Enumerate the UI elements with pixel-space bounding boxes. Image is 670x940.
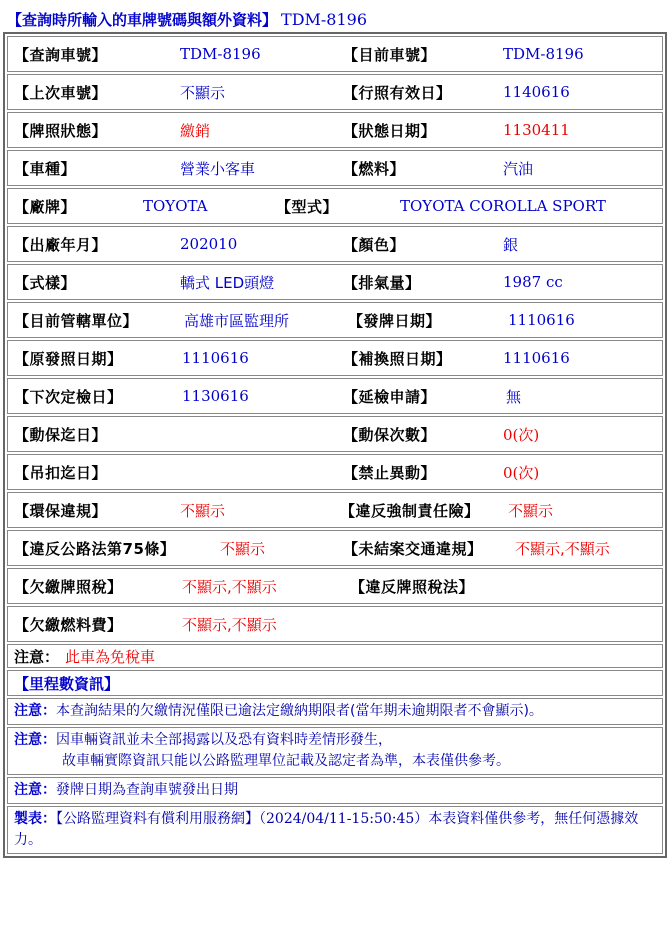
- label-query-plate: 【查詢車號】: [14, 45, 108, 64]
- notice-issue-date: [7, 777, 663, 804]
- label-original-license-date: 【原發照日期】: [14, 349, 123, 368]
- table-row: [7, 340, 663, 376]
- value-inspection-extension: 無: [506, 387, 522, 406]
- value-model: TOYOTA COROLLA SPORT: [400, 197, 606, 215]
- notice-unpaid: [7, 698, 663, 725]
- notice-key: 注意：: [14, 703, 56, 719]
- label-issue-date: 【發牌日期】: [348, 311, 442, 330]
- label-env-violation: 【環保違規】: [14, 501, 108, 520]
- table-row: [7, 150, 663, 186]
- table-row: [7, 74, 663, 110]
- report-footer: [7, 806, 663, 854]
- label-color: 【顏色】: [343, 235, 406, 254]
- value-unpaid-license-tax: 不顯示,不顯示: [182, 577, 277, 596]
- table-row: [7, 226, 663, 262]
- label-plate-status: 【牌照狀態】: [14, 121, 108, 140]
- value-color: 銀: [503, 235, 519, 254]
- tax-exempt-key: 注意：: [14, 647, 60, 666]
- value-transfer-ban: 0(次): [503, 463, 540, 482]
- value-lien-count: 0(次): [503, 425, 540, 444]
- label-fuel: 【燃料】: [343, 159, 406, 178]
- table-row: [7, 454, 663, 490]
- mileage-section-title: 【里程數資訊】: [7, 670, 663, 696]
- label-unpaid-license-tax: 【欠繳牌照稅】: [14, 577, 123, 596]
- table-row: [7, 492, 663, 528]
- value-license-valid: 1140616: [503, 83, 570, 101]
- value-manufacture-date: 202010: [180, 235, 238, 253]
- value-brand: TOYOTA: [143, 197, 208, 215]
- footer-disclaimer: 本表資料僅供參考，無任何憑據效力。: [14, 811, 639, 848]
- label-lien-count: 【動保次數】: [343, 425, 437, 444]
- label-next-inspection: 【下次定檢日】: [14, 387, 123, 406]
- label-vehicle-type: 【車種】: [14, 159, 77, 178]
- label-body-style: 【式樣】: [14, 273, 77, 292]
- notice-disclosure: [7, 727, 663, 775]
- header-title: 【查詢時所輸入的車牌號碼與額外資料】: [7, 10, 278, 29]
- label-model: 【型式】: [276, 197, 339, 216]
- value-original-license-date: 1110616: [182, 349, 249, 367]
- notice-key: 注意：: [14, 782, 56, 798]
- label-lien-end-date: 【動保迄日】: [14, 425, 108, 444]
- table-row: [7, 416, 663, 452]
- label-license-valid: 【行照有效日】: [343, 83, 452, 102]
- value-jurisdiction: 高雄市區監理所: [184, 311, 290, 330]
- notice-key: 注意：: [14, 732, 56, 748]
- notice-text: 本查詢結果的欠繳情況僅限已逾法定繳納期限者(當年期未逾期限者不會顯示)。: [56, 703, 543, 719]
- header-plate: TDM-8196: [281, 9, 368, 29]
- notice-text-line2: 故車輛實際資訊只能以公路監理單位記載及認定者為準，本表僅供參考。: [62, 753, 510, 769]
- notice-text: 因車輛資訊並未全部揭露以及恐有資料時差情形發生，: [56, 732, 392, 748]
- label-displacement: 【排氣量】: [343, 273, 421, 292]
- table-row: [7, 112, 663, 148]
- report-header: [3, 6, 667, 32]
- report-table: [3, 32, 667, 858]
- value-displacement: 1987 cc: [503, 273, 563, 291]
- label-brand: 【廠牌】: [14, 197, 77, 216]
- label-open-traffic-violation: 【未結案交通違規】: [343, 539, 483, 558]
- value-body-style: 轎式 LED頭燈: [180, 273, 275, 292]
- table-row: [7, 302, 663, 338]
- label-current-plate: 【目前車號】: [343, 45, 437, 64]
- value-issue-date: 1110616: [508, 311, 575, 329]
- value-next-inspection: 1130616: [182, 387, 249, 405]
- notice-text: 發牌日期為查詢車號發出日期: [56, 782, 238, 798]
- label-insurance-violation: 【違反強制責任險】: [340, 501, 480, 520]
- label-inspection-extension: 【延檢申請】: [343, 387, 437, 406]
- value-unpaid-fuel-fee: 不顯示,不顯示: [182, 615, 277, 634]
- value-fuel: 汽油: [503, 159, 534, 178]
- value-insurance-violation: 不顯示: [508, 501, 554, 520]
- label-unpaid-fuel-fee: 【欠繳燃料費】: [14, 615, 123, 634]
- label-transfer-ban: 【禁止異動】: [343, 463, 437, 482]
- table-row: [7, 530, 663, 566]
- label-highway-act-violation: 【違反公路法第75條】: [14, 539, 176, 558]
- tax-exempt-notice: [7, 644, 663, 668]
- label-reissue-date: 【補換照日期】: [343, 349, 452, 368]
- value-env-violation: 不顯示: [180, 501, 226, 520]
- footer-timestamp: （2024/04/11-15:50:45）: [259, 811, 429, 827]
- label-suspension-end-date: 【吊扣迄日】: [14, 463, 108, 482]
- label-manufacture-date: 【出廠年月】: [14, 235, 108, 254]
- table-row: [7, 606, 663, 642]
- label-status-date: 【狀態日期】: [343, 121, 437, 140]
- tax-exempt-text: 此車為免稅車: [65, 647, 156, 666]
- table-row: [7, 36, 663, 72]
- table-row: [7, 568, 663, 604]
- table-row: [7, 264, 663, 300]
- label-jurisdiction: 【目前管轄單位】: [14, 311, 139, 330]
- label-license-tax-violation: 【違反牌照稅法】: [350, 577, 475, 596]
- label-previous-plate: 【上次車號】: [14, 83, 108, 102]
- value-highway-act-violation: 不顯示: [220, 539, 266, 558]
- value-current-plate: TDM-8196: [503, 45, 584, 63]
- value-previous-plate: 不顯示: [180, 83, 226, 102]
- value-status-date: 1130411: [503, 121, 570, 139]
- value-open-traffic-violation: 不顯示,不顯示: [515, 539, 610, 558]
- value-vehicle-type: 營業小客車: [180, 159, 256, 178]
- footer-key: 製表：: [14, 811, 56, 827]
- value-reissue-date: 1110616: [503, 349, 570, 367]
- footer-source: 【公路監理資料有償利用服務網】: [56, 811, 259, 827]
- table-row: [7, 188, 663, 224]
- value-plate-status: 繳銷: [180, 121, 211, 140]
- table-row: [7, 378, 663, 414]
- value-query-plate: TDM-8196: [180, 45, 261, 63]
